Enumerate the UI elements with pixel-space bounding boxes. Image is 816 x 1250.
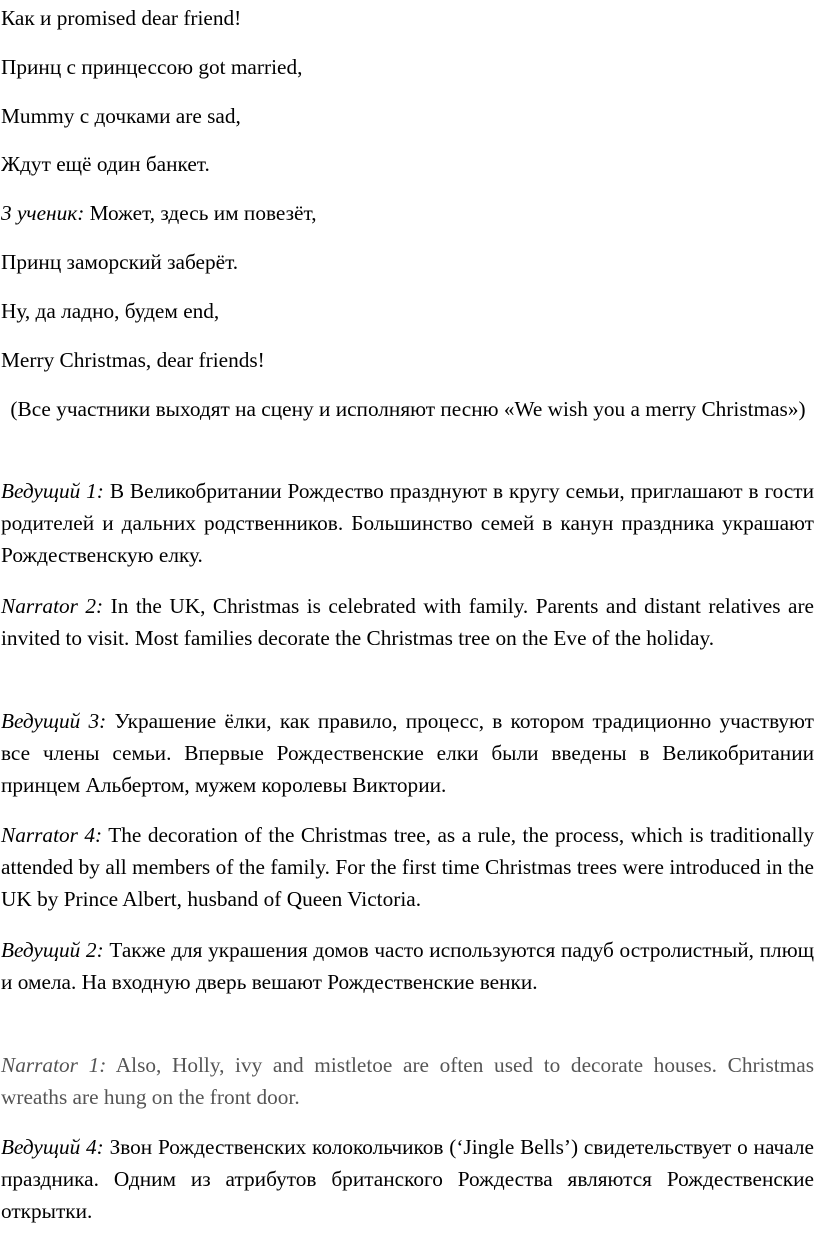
verse-line-3: Mummy с дочками are sad,	[1, 104, 241, 128]
speaker-label: Narrator 1:	[1, 1053, 107, 1077]
paragraph-narrator-4	[1, 819, 814, 915]
paragraph-text: The decoration of the Christmas tree, as a rule, the process, which is traditionally attended by all members of the family. For the first time Christmas trees were introduced in the UK by Prince Albert, husband of Queen Victoria.	[1, 823, 814, 911]
paragraph-narrator-2	[1, 590, 814, 654]
verse-line-7: Ну, да ладно, будем end,	[1, 299, 220, 323]
speaker-label: Ведущий 4:	[1, 1135, 104, 1159]
paragraph-text: In the UK, Christmas is celebrated with family. Parents and distant relatives are invited to visit. Most families decorate the Christmas tree on the Eve of the holiday.	[1, 594, 814, 650]
paragraph-presenter-2	[1, 934, 814, 998]
paragraph-text: Также для украшения домов часто используются падуб остролистный, плющ и омела. На входную дверь вешают Рождественские венки.	[1, 938, 814, 994]
verse-line-8: Merry Christmas, dear friends!	[1, 348, 265, 372]
stage-direction: (Все участники выходят на сцену и исполняют песню «We wish you a merry Christmas»)	[10, 397, 806, 421]
paragraph-text: Украшение ёлки, как правило, процесс, в котором традиционно участвуют все члены семьи. Впервые Рождественские елки были введены в Великобритании принцем Альбертом, мужем королевы Виктории.	[1, 709, 814, 797]
paragraph-presenter-4	[1, 1131, 814, 1227]
paragraph-narrator-1	[1, 1049, 814, 1113]
verse-line-2: Принц с принцессою got married,	[1, 55, 303, 79]
speaker-label: Ведущий 1:	[1, 479, 104, 503]
verse-line-6: Принц заморский заберёт.	[1, 250, 239, 274]
verse-line-student3	[1, 197, 317, 229]
paragraph-presenter-1	[1, 475, 814, 571]
speaker-label: 3 ученик:	[1, 201, 85, 225]
speaker-label: Narrator 2:	[1, 594, 104, 618]
paragraph-text: В Великобритании Рождество празднуют в кругу семьи, приглашают в гости родителей и дальних родственников. Большинство семей в канун праздника украшают Рождественскую елку.	[1, 479, 814, 567]
speaker-label: Ведущий 2:	[1, 938, 104, 962]
paragraph-text: Звон Рождественских колокольчиков (‘Jingle Bells’) свидетельствует о начале праздника. Одним из атрибутов британского Рождества являются Рождественские открытки.	[1, 1135, 814, 1223]
speaker-label: Ведущий 3:	[1, 709, 107, 733]
paragraph-presenter-3	[1, 705, 814, 801]
paragraph-text: Also, Holly, ivy and mistletoe are often used to decorate houses. Christmas wreaths are hung on the front door.	[1, 1053, 814, 1109]
verse-text: Может, здесь им повезёт,	[84, 201, 317, 225]
speaker-label: Narrator 4:	[1, 823, 103, 847]
verse-line-1: Как и promised dear friend!	[1, 6, 242, 30]
verse-line-4: Ждут ещё один банкет.	[1, 152, 210, 176]
